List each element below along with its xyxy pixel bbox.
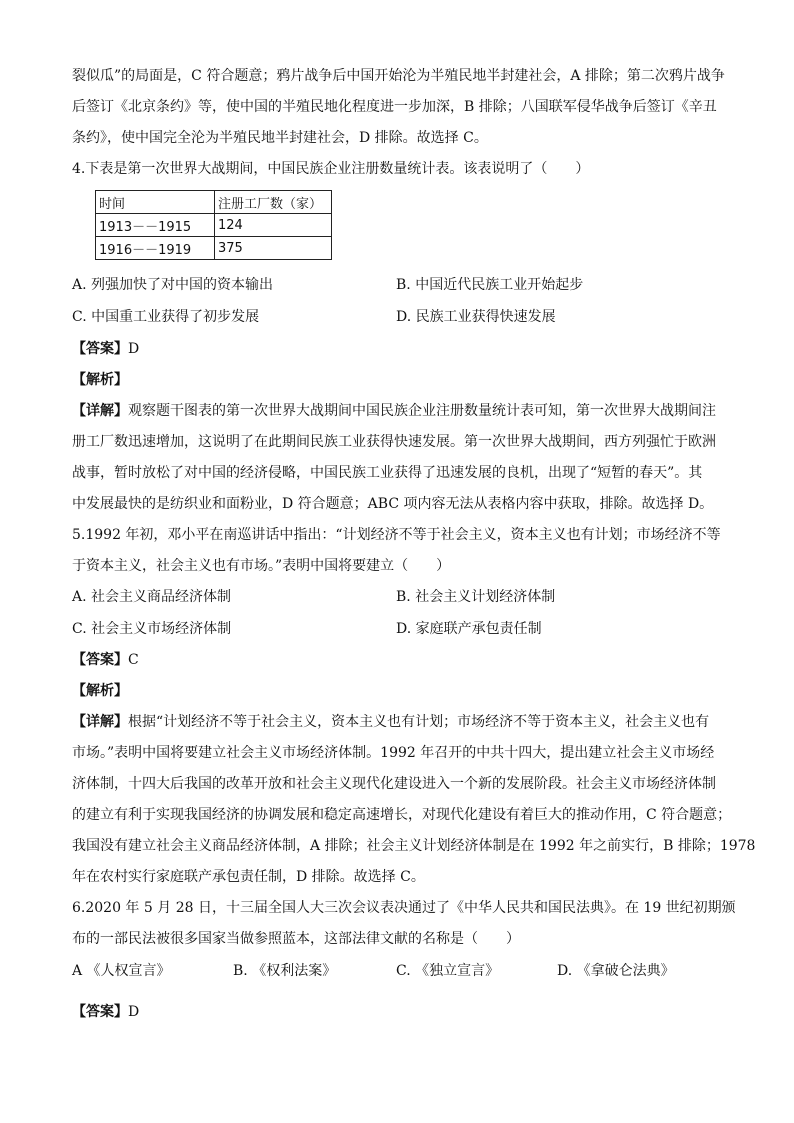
q6-answer (72, 1002, 732, 1022)
q4-option-a: A. 列强加快了对中国的资本输出 (72, 277, 274, 293)
prev-explanation-line-3: 条约》，使中国完全沦为半殖民地半封建社会，D 排除。故选择 C。 (72, 130, 488, 146)
detail-tag: 【详解】 (72, 403, 128, 419)
q5-detail-line-6: 年在农村实行家庭联产承包责任制，D 排除。故选择 C。 (72, 869, 425, 885)
q4-option-b: B. 中国近代民族工业开始起步 (396, 277, 584, 293)
q6-option-d: D. 《拿破仑法典》 (557, 963, 675, 979)
table-header-cell: 注册工厂数（家） (215, 191, 332, 214)
answer-tag: 【答案】 (72, 652, 128, 668)
q4-option-c: C. 中国重工业获得了初步发展 (72, 309, 260, 325)
prev-explanation-line-1: 裂似瓜”的局面是，C 符合题意；鸦片战争后中国开始沦为半殖民地半封建社会，A 排除；第二次鸦片战争 (72, 68, 725, 84)
q5-analysis-tag: 【解析】 (72, 683, 128, 699)
q6-option-a: A 《人权宣言》 (72, 963, 171, 979)
q4-analysis-tag: 【解析】 (72, 372, 128, 388)
table-cell: 1916－－1919 (96, 237, 215, 260)
q6-option-b: B. 《权利法案》 (233, 963, 337, 979)
q5-detail-line-4: 的建立有利于实现我国经济的协调发展和稳定高速增长，对现代化建设有着巨大的推动作用，C 符合题意； (72, 807, 732, 823)
q4-detail-line-3: 战事，暂时放松了对中国的经济侵略，中国民族工业获得了迅速发展的良机，出现了“短暂的春天”。其 (72, 465, 703, 481)
table-cell: 375 (215, 237, 332, 260)
q6-stem-line-1: 6.2020 年 5 月 28 日，十三届全国人大三次会议表决通过了《中华人民共和国民法典》。在 19 世纪初期颁 (72, 900, 736, 916)
q4-stat-table (95, 190, 332, 260)
q5-detail-line-2: 市场。”表明中国将要建立社会主义市场经济体制。1992 年召开的中共十四大，提出建立社会主义市场经 (72, 745, 715, 761)
table-header-cell: 时间 (96, 191, 215, 214)
detail-text: 根据“计划经济不等于社会主义，资本主义也有计划；市场经济不等于资本主义，社会主义也有 (128, 714, 710, 730)
detail-text: 观察题干图表的第一次世界大战期间中国民族企业注册数量统计表可知，第一次世界大战期间注 (128, 403, 716, 419)
table-cell: 1913－－1915 (96, 214, 215, 237)
q5-option-d: D. 家庭联产承包责任制 (396, 621, 542, 637)
q5-detail-line-1 (72, 712, 732, 732)
q5-option-c: C. 社会主义市场经济体制 (72, 621, 232, 637)
answer-value: D (128, 1004, 140, 1020)
q4-stem: 4.下表是第一次世界大战期间，中国民族企业注册数量统计表。该表说明了（ ） (72, 161, 590, 177)
q5-detail-line-3: 济体制，十四大后我国的改革开放和社会主义现代化建设进入一个新的发展阶段。社会主义市场经济体制 (72, 776, 716, 792)
answer-tag: 【答案】 (72, 1004, 128, 1020)
table-cell: 124 (215, 214, 332, 237)
q5-option-b: B. 社会主义计划经济体制 (396, 589, 556, 605)
q4-detail-line-1 (72, 401, 732, 421)
q5-stem-line-1: 5.1992 年初，邓小平在南巡讲话中指出：“计划经济不等于社会主义，资本主义也有计划；市场经济不等 (72, 527, 721, 543)
table-header-row (96, 191, 332, 214)
q4-detail-line-2: 册工厂数迅速增加，这说明了在此期间民族工业获得快速发展。第一次世界大战期间，西方列强忙于欧洲 (72, 434, 716, 450)
q6-option-c: C. 《独立宣言》 (396, 963, 500, 979)
table-row (96, 237, 332, 260)
answer-value: C (128, 652, 139, 668)
prev-explanation-line-2: 后签订《北京条约》等，使中国的半殖民地化程度进一步加深，B 排除；八国联军侵华战争后签订《辛丑 (72, 99, 717, 115)
answer-value: D (128, 341, 140, 357)
q5-detail-line-5: 我国没有建立社会主义商品经济体制，A 排除；社会主义计划经济体制是在 1992 年之前实行，B 排除；1978 (72, 838, 756, 854)
q5-option-a: A. 社会主义商品经济体制 (72, 589, 232, 605)
q6-stem-line-2: 布的一部民法被很多国家当做参照蓝本，这部法律文献的名称是（ ） (72, 931, 520, 947)
q5-answer (72, 650, 732, 670)
table-row (96, 214, 332, 237)
answer-tag: 【答案】 (72, 341, 128, 357)
q4-detail-line-4: 中发展最快的是纺织业和面粉业，D 符合题意；ABC 项内容无法从表格内容中获取，排除。故选择 D。 (72, 496, 714, 512)
q5-stem-line-2: 于资本主义，社会主义也有市场。”表明中国将要建立（ ） (72, 558, 451, 574)
q4-option-d: D. 民族工业获得快速发展 (396, 309, 556, 325)
detail-tag: 【详解】 (72, 714, 128, 730)
q4-answer (72, 339, 732, 359)
